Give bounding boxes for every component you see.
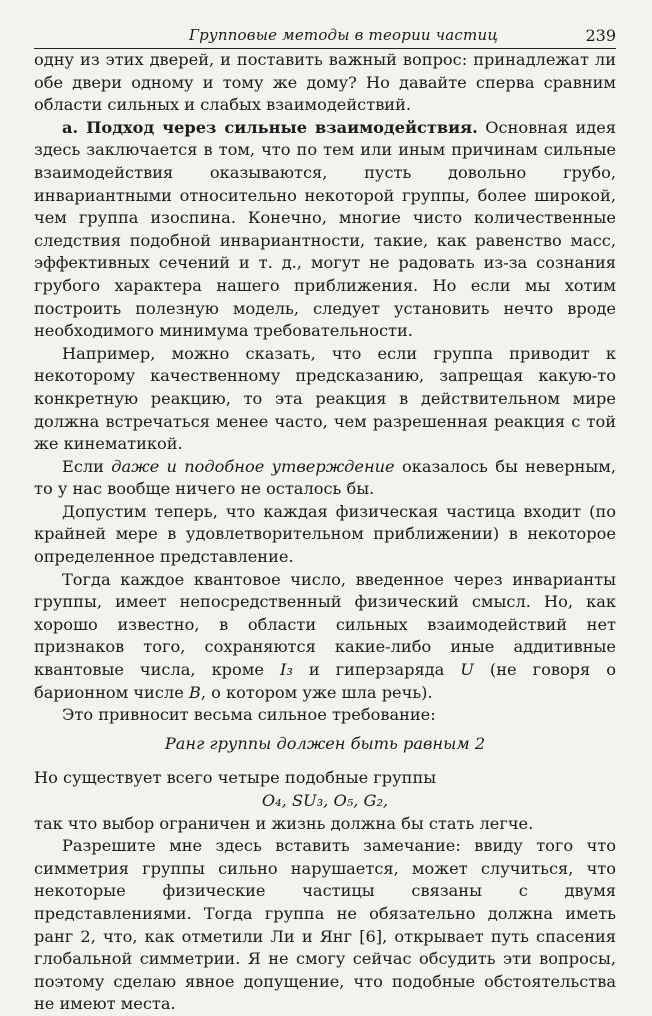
paragraph-four-groups: Но существует всего четыре подобные группы xyxy=(34,768,437,788)
section-heading: а. Подход через сильные взаимодействия. xyxy=(62,117,478,137)
rank-statement: Ранг группы должен быть равным 2 xyxy=(164,733,486,753)
paragraph-representation: Допустим теперь, что каждая физическая частица входит (по крайней мере в удовлетворительном приближении) в некоторое определенное представление. xyxy=(34,501,616,567)
paragraph-statement xyxy=(34,456,616,501)
paragraph-strong-interactions xyxy=(34,117,616,343)
running-title: Групповые методы в теории частиц xyxy=(189,26,498,44)
text-run: Тогда каждое квантовое число, введенное через инварианты группы, имеет непосредственный физический смысл. Но, как хорошо известно, в области сильных взаимодействий нет признаков того, сохраняются какие-либо иные аддитивные квантовые числа, кроме xyxy=(34,569,616,680)
page-body xyxy=(34,49,616,1016)
groups-formula: O₄, SU₃, O₅, G₂, xyxy=(261,791,389,810)
text-run: , о котором уже шла речь). xyxy=(200,682,433,702)
paragraph-remark: Разрешите мне здесь вставить замечание: ввиду того что симметрия группы сильно нарушается, может случиться, что некоторые физические частицы связаны с двумя представлениями. Тогда группа не обязательно должна иметь ранг 2, что, как отметили Ли и Янг [6], открывает путь спасения глобальной симметрии. Я не смогу сейчас обсудить эти вопросы, поэтому сделаю явное допущение, что подобные обстоятельства не имеют места. xyxy=(34,836,616,1014)
symbol-U: U xyxy=(460,660,474,680)
italic-phrase: даже и подобное утверждение xyxy=(111,456,395,476)
text-run: оказалось бы неверным, то у нас вообще ничего не осталось бы. xyxy=(34,456,616,499)
paragraph-quantum-numbers xyxy=(34,569,616,705)
symbol-I3: I₃ xyxy=(279,660,293,680)
page-number: 239 xyxy=(585,26,616,45)
text-run: Если xyxy=(62,456,112,476)
running-header xyxy=(34,22,616,49)
paragraph-continuation: одну из этих дверей, и поставить важный вопрос: принадлежат ли обе двери одному и тому же дому? Но давайте сперва сравним области сильных и слабых взаимодействий. xyxy=(34,50,616,115)
text-run: и гиперзаряда xyxy=(292,660,461,680)
paragraph-requirement: Это привносит весьма сильное требование: xyxy=(62,705,436,725)
paragraph-text: Основная идея здесь заключается в том, что по тем или иным причинам сильные взаимодействия оказываются, пусть довольно грубо, инвариантными относительно некоторой группы, более широкой, чем группа изоспина. Конечно, многие чисто количественные следствия подобной инвариантности, такие, как равенство масс, эффективных сечений и т. д., могут не радовать из-за сознания грубого характера нашего приближения. Но если мы хотим построить полезную модель, следует установить нечто вроде необходимого минимума требовательности. xyxy=(34,117,616,341)
symbol-B: B xyxy=(188,682,201,702)
text-run: (не говоря о барионном числе xyxy=(34,660,616,702)
paragraph-choice: так что выбор ограничен и жизнь должна бы стать легче. xyxy=(34,813,534,833)
book-page xyxy=(34,22,616,1016)
paragraph-example: Например, можно сказать, что если группа приводит к некоторому качественному предсказанию, запрещая какую-то конкретную реакцию, то эта реакция в действительном мире должна встречаться менее часто, чем разрешенная реакция с той же кинематикой. xyxy=(34,343,616,454)
